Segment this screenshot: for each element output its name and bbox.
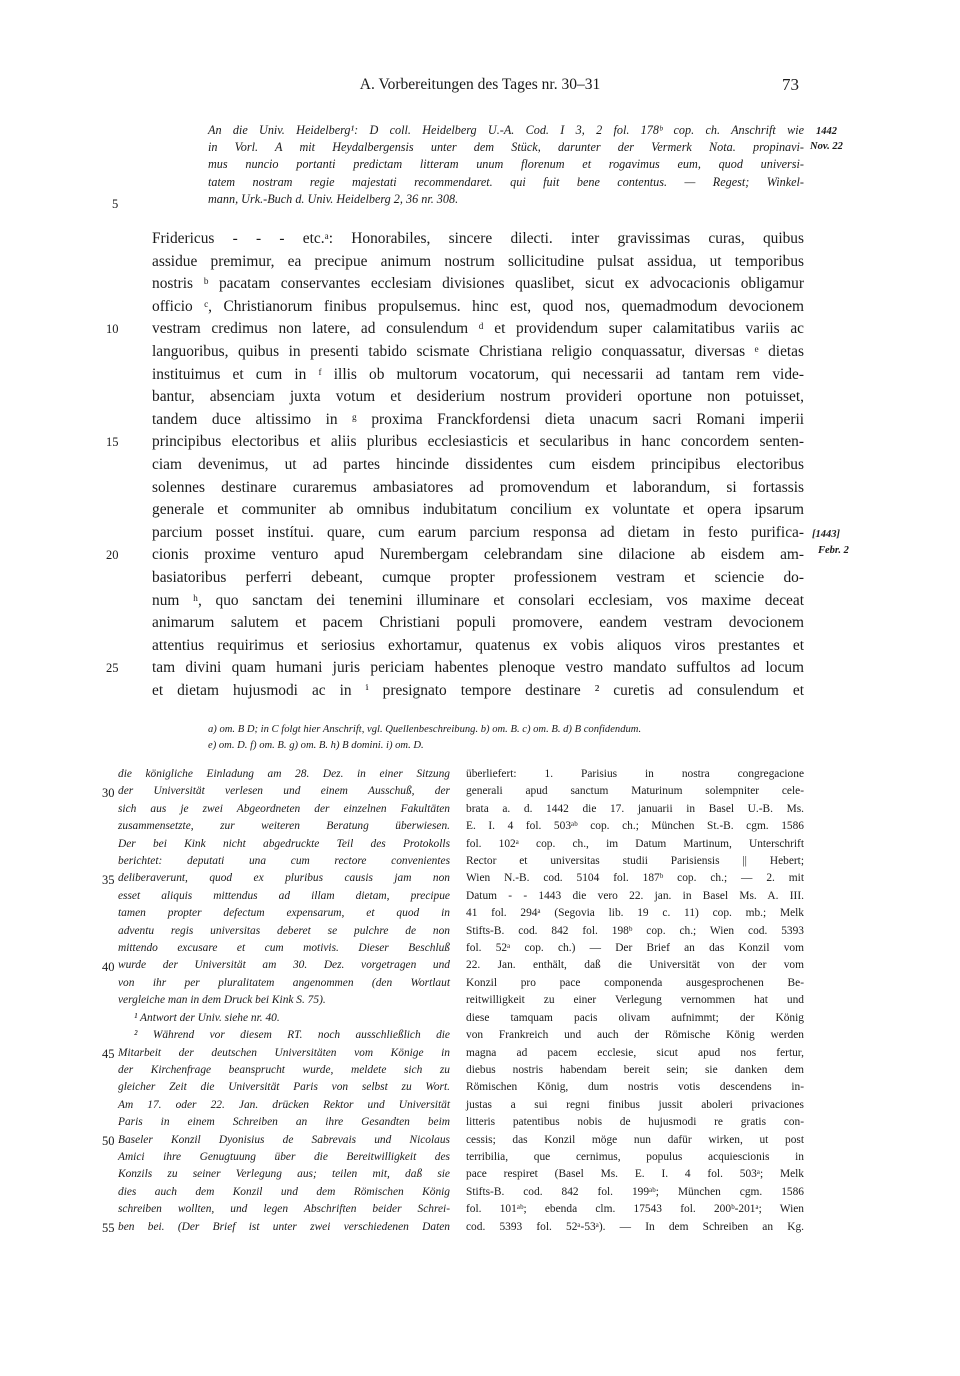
intro-line: An die Univ. Heidelberg¹: D coll. Heidelberg U.-A. Cod. I 3, 2 fol. 178ᵇ cop. ch. Anschrift wie bbox=[208, 123, 804, 137]
footnote-line: Amici ihre Genugtuung über die Bereitwilligkeit des bbox=[118, 1150, 450, 1163]
critical-apparatus bbox=[208, 722, 804, 753]
footnote-line: tamen propter defectum expensarum, et quod in bbox=[118, 907, 450, 920]
footnote-line: Konzils zu seiner Verlegung aus; teilen mit, daß sie bbox=[118, 1168, 450, 1181]
margin-date-year: 1442 bbox=[816, 126, 837, 137]
footnote-line: deliberaverunt, quod ex pluribus causis jam non bbox=[118, 872, 450, 885]
footnote-line: wurde der Universität am 30. Dez. vorgetragen und bbox=[118, 959, 450, 972]
apparatus-line: e) om. D. f) om. B. g) om. B. h) B domini. i) om. D. bbox=[208, 739, 424, 751]
footnote-line: mittendo excusare et cum motivis. Dieser Beschluß bbox=[118, 942, 450, 955]
footnote-line: von Frankreich und auch der Römische König werden bbox=[466, 1029, 804, 1042]
margin-date-day-2: Febr. 2 bbox=[818, 545, 849, 556]
main-line: nostris ᵇ pacatam conservantes ecclesiam divisiones quaslibet, sicut ex advocacionis obligamur bbox=[152, 275, 804, 293]
footnote-line: der Universität verlesen und einem Ausschuß, der bbox=[118, 785, 450, 798]
footnote-line: Mitarbeit der deutschen Universitäten vom Könige in bbox=[118, 1046, 450, 1059]
main-line: assidue premimur, ea precipue animum nostrum sollicitudine pulsat assidua, ut temporibus bbox=[152, 252, 804, 270]
footnote-line: von ihr per pluralitatem angenommen (den Wortlaut bbox=[118, 976, 450, 989]
footnote-line: 41 fol. 294ᵃ (Segovia lib. 19 c. 11) cop. mb.; Melk bbox=[466, 907, 804, 920]
main-line: num ʰ, quo sanctam dei tenemini illuminare et consolari ecclesiam, vos maxime deceat bbox=[152, 591, 804, 609]
main-line: cionis proxime venturo apud Nurembergam celebrandam sine dilacione ab eisdem am- bbox=[152, 546, 804, 564]
footnote-line: generali apud sanctum Maturinum solempniter cele- bbox=[466, 785, 804, 798]
line-number: 10 bbox=[106, 322, 119, 336]
footnotes-right-column bbox=[466, 766, 804, 1236]
main-line: basiatoribus perferri debeant, cumque propter professionem vestram et sciencie do- bbox=[152, 568, 804, 586]
footnote-line: cessis; das Konzil möge nun dafür wirken, ut post bbox=[466, 1133, 804, 1146]
intro-line: mann, Urk.-Buch d. Univ. Heidelberg 2, 36 nr. 308. bbox=[208, 191, 459, 206]
main-line: bantur, absenciam juxta votum et desiderium nostrum provideri oportune non potuisset, bbox=[152, 388, 804, 406]
footnote-line: dies auch dem Konzil und dem Römischen König bbox=[118, 1185, 450, 1198]
footnote-1: ¹ Antwort der Univ. siehe nr. 40. bbox=[134, 1011, 280, 1024]
footnote-line: justas a sui regni finibus jussit aboleri privaciones bbox=[466, 1098, 804, 1111]
footnote-line: vergleiche man in dem Druck bei Kink S. 75). bbox=[118, 994, 326, 1007]
line-number: 25 bbox=[106, 661, 119, 675]
footnote-line: fol. 102ᵃ cop. ch., im Datum Martinum, Unterschrift bbox=[466, 837, 804, 850]
footnote-line: Am 17. oder 22. Jan. drücken Rektor und Universität bbox=[118, 1098, 450, 1111]
footnote-line: zusammensetzte, zur weiteren Beratung überwiesen. bbox=[118, 820, 450, 833]
source-description bbox=[208, 122, 804, 208]
main-line: animarum salutem et pacem Christiani populi promovere, eandem vestram devocionem bbox=[152, 614, 804, 632]
main-line: tandem duce altissimo in ᵍ proxima Franckfordensi dieta unacum sacri Romani imperii bbox=[152, 410, 804, 428]
line-number: 5 bbox=[112, 197, 119, 211]
footnote-line: die königliche Einladung am 28. Dez. in einer Sitzung bbox=[118, 768, 450, 780]
margin-date-day: Nov. 22 bbox=[810, 141, 843, 152]
main-line: languoribus, quibus in presenti tabido scismate Christiana religio conquassatur, diversas ᵉ dietas bbox=[152, 342, 804, 360]
footnote-line: terribilia, que cernimus, populus acquiescionis in bbox=[466, 1150, 804, 1163]
line-number: 55 bbox=[102, 1221, 115, 1235]
line-number: 45 bbox=[102, 1047, 115, 1061]
main-line: generale et communiter ab omnibus indubitatum concilium ex voluntate et opera ipsarum bbox=[152, 501, 804, 519]
footnote-2: ² Während vor diesem RT. noch ausschließlich die bbox=[134, 1029, 450, 1042]
line-number: 20 bbox=[106, 548, 119, 562]
footnote-line: E. I. 4 fol. 503ᵃᵇ cop. ch.; München St.-B. cgm. 1586 bbox=[466, 820, 804, 833]
footnote-line: litteris patentibus nobis de hujusmodi re gratis con- bbox=[466, 1116, 804, 1129]
main-line: solennes destinare curaremus ambasiatores ad promovendum et laborandum, si fortassis bbox=[152, 478, 804, 496]
footnote-line: cod. 5393 fol. 52ᵃ-53ᵃ). — In dem Schreiben an Kg. bbox=[466, 1220, 804, 1233]
footnote-line: pace respiret (Basel Ms. E. I. 4 fol. 503ᵃ; Melk bbox=[466, 1168, 804, 1181]
footnote-line: berichtet: deputati una cum rectore convenientes bbox=[118, 855, 450, 868]
footnote-line: Der bei Kink nicht abgedruckte Teil des Protokolls bbox=[118, 837, 450, 850]
footnote-line: Konzil pro pace componenda ausgesprochenen Be- bbox=[466, 976, 804, 989]
main-text bbox=[152, 228, 804, 702]
main-line: vestram credimus non latere, ad consulendum ᵈ et providendum super calamitatibus variis ac bbox=[152, 320, 804, 338]
footnote-line: Römischen König, dum nostris votis descendens in- bbox=[466, 1081, 804, 1094]
footnote-line: Wien N.-B. cod. 5104 fol. 187ᵇ cop. ch.; — 2. mit bbox=[466, 872, 804, 885]
footnote-line: sich aus je zwei Abgeordneten der einzelnen Fakultäten bbox=[118, 802, 450, 815]
footnote-line: adventu regis universitas deberet se pulchre de non bbox=[118, 924, 450, 937]
running-header: A. Vorbereitungen des Tages nr. 30–31 bbox=[359, 76, 601, 93]
footnote-line: ben bei. (Der Brief ist unter zwei verschiedenen Daten bbox=[118, 1220, 450, 1233]
footnote-line: Rector et universitas studii Parisiensis || Hebert; bbox=[466, 855, 804, 868]
main-line: officio ᶜ, Christianorum finibus propulsemus. hinc est, quod nos, quemadmodum devocionem bbox=[152, 297, 804, 315]
main-line: ciam devenimus, ut ad partes hincinde dissidentes cum eisdem principibus electoribus bbox=[152, 455, 804, 473]
footnote-line: Stifts-B. cod. 842 fol. 199ᵃᵇ; München cgm. 1586 bbox=[466, 1185, 804, 1198]
footnote-line: fol. 101ᵃᵇ; ebenda clm. 17543 fol. 200ᵇ-201ᵃ; Wien bbox=[466, 1203, 804, 1216]
footnote-line: fol. 52ᵃ cop. ch.) — Der Brief an das Konzil vom bbox=[466, 942, 804, 955]
footnote-line: diebus nostris habendam bereit sein; sie danken dem bbox=[466, 1063, 804, 1076]
line-number: 40 bbox=[102, 960, 115, 974]
footnote-line: Paris in einem Schreiben an ihre Gesandten beim bbox=[118, 1116, 450, 1129]
page-number: 73 bbox=[782, 75, 799, 94]
apparatus-line: a) om. B D; in C folgt hier Anschrift, vgl. Quellenbeschreibung. b) om. B. c) om. B. d) B confidendum. bbox=[208, 724, 642, 735]
line-number: 50 bbox=[102, 1134, 115, 1148]
line-number: 35 bbox=[102, 873, 115, 887]
footnote-line: Baseler Konzil Dyonisius de Sabrevais und Nicolaus bbox=[118, 1133, 450, 1146]
footnote-line: magna ad pacem ecclesie, sicut apud nos fertur, bbox=[466, 1046, 804, 1059]
footnote-line: schreiben wollten, und legen Abschriften beider Schrei- bbox=[118, 1203, 450, 1216]
line-number: 30 bbox=[102, 786, 115, 800]
footnotes-left-column bbox=[118, 766, 450, 1236]
footnote-line: Stifts-B. cod. 842 fol. 198ᵇ cop. ch.; Wien cod. 5393 bbox=[466, 924, 804, 937]
footnote-line: Datum - - 1443 die vero 22. jan. in Basel Ms. A. III. bbox=[466, 889, 804, 902]
main-line: principibus electoribus et aliis pluribus ecclesiasticis et secularibus in hanc concordem senten- bbox=[152, 433, 804, 451]
footnote-line: diese tamquam pacis olivam aufnimmt; der König bbox=[466, 1011, 804, 1024]
footnote-line: gleicher Zeit die Universität Paris von selbst zu Wort. bbox=[118, 1081, 450, 1094]
line-number: 15 bbox=[106, 435, 119, 449]
main-line: attentius requirimus et seriosius exhortamur, quatenus ex vobis aliquos viros prestantes et bbox=[152, 636, 804, 654]
main-line: instituimus et cum in ᶠ illis ob multorum vocatorum, qui necessarii ad tantam rem vide- bbox=[152, 365, 804, 383]
main-line: parcium posset instítui. quare, cum earum parcium responsa ad dietam in festo purifica- bbox=[152, 523, 804, 541]
footnote-line: überliefert: 1. Parisius in nostra congregacione bbox=[466, 768, 804, 780]
footnote-line: der Kirchenfrage beansprucht wurde, meldete sich zu bbox=[118, 1063, 450, 1076]
intro-line: tatem nostram regie majestati recommendaret. qui fuit bene contentus. — Regest; Winkel- bbox=[208, 174, 804, 189]
footnote-line: esset aliquis mittendus ad illam dietam, precipue bbox=[118, 889, 450, 902]
footnote-line: reitwilligkeit zu einer Verlegung vernommen hat und bbox=[466, 994, 804, 1007]
footnote-line: 22. Jan. enthält, daß die Universität von der vom bbox=[466, 959, 804, 972]
footnote-line: brata a. d. 1442 die 17. januarii in Basel U.-B. Ms. bbox=[466, 802, 804, 815]
margin-date-year-2: [1443] bbox=[812, 529, 840, 540]
intro-line: in Vorl. A mit Heydalbergensis unter dem Stück, darunter der Vermerk Nota. propinavi- bbox=[208, 140, 804, 155]
intro-line: mus nuncio portanti predictam litteram unum florenum et rogavimus eum, quod universi- bbox=[208, 157, 804, 172]
main-line: Fridericus - - - etc.ᵃ: Honorabiles, sincere dilecti. inter gravissimas curas, quibus bbox=[152, 230, 804, 247]
main-line: tam divini quam humani juris periciam habentes plenoque vestro mandato suffultos ad locum bbox=[152, 659, 804, 677]
main-line: et dietam hujusmodi ac in ⁱ presignato tempore destinare ² curetis ad consulendum et bbox=[152, 681, 804, 699]
